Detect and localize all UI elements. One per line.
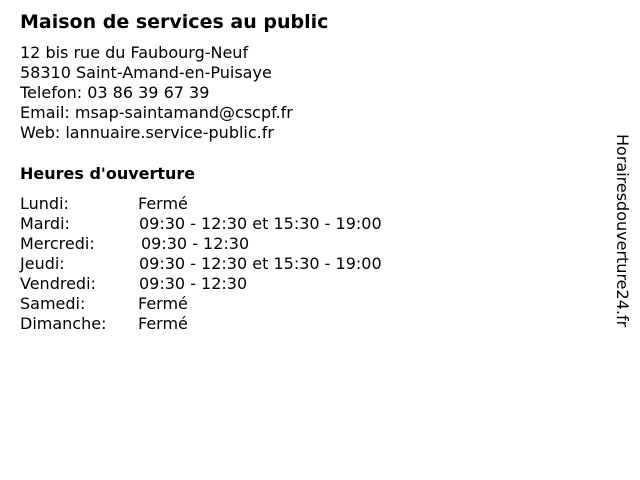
day-label: Vendredi: <box>20 274 96 293</box>
day-hours: 09:30 - 12:30 et 15:30 - 19:00 <box>139 214 382 233</box>
page-title: Maison de services au public <box>20 11 329 33</box>
phone-number: Telefon: 03 86 39 67 39 <box>20 83 210 102</box>
day-hours: 09:30 - 12:30 <box>141 234 250 253</box>
watermark-text: Horairesdouverture24.fr <box>613 134 632 328</box>
day-hours: Fermé <box>138 314 188 333</box>
address-block <box>20 43 293 143</box>
postal-city: 58310 Saint-Amand-en-Puisaye <box>20 63 272 82</box>
street-address: 12 bis rue du Faubourg-Neuf <box>20 43 249 62</box>
day-label: Mercredi: <box>20 234 95 253</box>
day-hours: Fermé <box>138 194 188 213</box>
day-hours: Fermé <box>138 294 188 313</box>
day-hours: 09:30 - 12:30 et 15:30 - 19:00 <box>139 254 382 273</box>
day-label: Jeudi: <box>20 254 65 273</box>
hours-heading: Heures d'ouverture <box>20 164 196 183</box>
email-address: Email: msap-saintamand@cscpf.fr <box>20 103 293 122</box>
day-label: Mardi: <box>20 214 70 233</box>
day-label: Dimanche: <box>20 314 107 333</box>
day-label: Lundi: <box>20 194 69 213</box>
day-label: Samedi: <box>20 294 86 313</box>
website: Web: lannuaire.service-public.fr <box>20 123 274 142</box>
day-hours: 09:30 - 12:30 <box>139 274 248 293</box>
